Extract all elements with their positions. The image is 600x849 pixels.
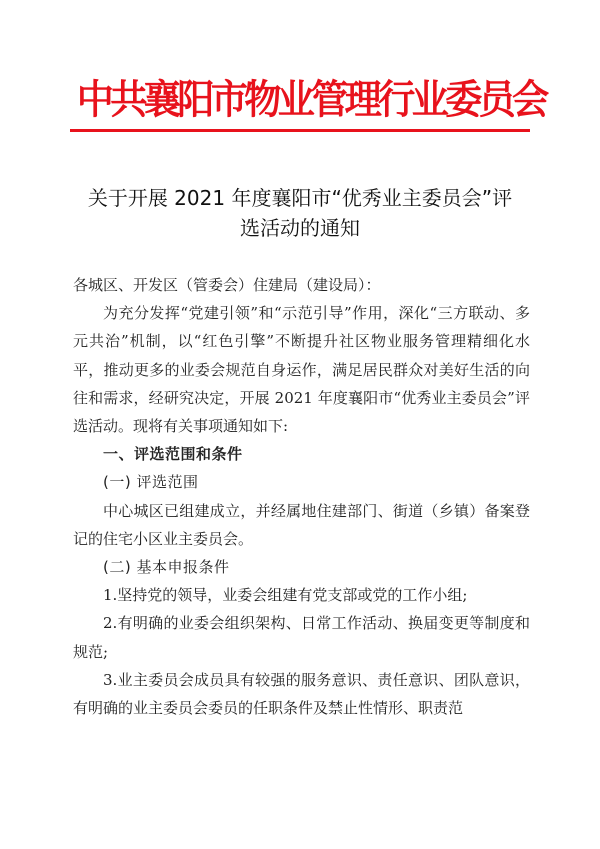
notice-title-line-2: 选活动的通知 — [240, 216, 360, 240]
subsection-2-heading: (二) 基本申报条件 — [103, 558, 230, 577]
condition-2: 2.有明确的业委会组织架构、日常工作活动、换届变更等制度和规范; — [73, 614, 530, 661]
notice-title-line-1: 关于开展 2021 年度襄阳市“优秀业主委员会”评 — [87, 186, 513, 210]
notice-body — [73, 271, 530, 722]
section-1-heading: 一、评选范围和条件 — [103, 445, 243, 464]
condition-3: 3.业主委员会成员具有较强的服务意识、责任意识、团队意识，有明确的业主委员会委员的任职条件及禁止性情形、职责范 — [73, 670, 530, 718]
intro-paragraph: 为充分发挥“党建引领”和“示范引导”作用，深化“三方联动、多元共治”机制，以“红色引擎”不断提升社区物业服务管理精细化水平，推动更多的业委会规范自身运作，满足居民群众对美好生活的向往和需求，经研究决定，开展 2021 年度襄阳市“优秀业主委员会”评选活动。现将有关事项通知如下: — [73, 304, 530, 436]
condition-1: 1.坚持党的领导，业委会组建有党支部或党的工作小组; — [103, 586, 468, 605]
notice-title — [60, 183, 540, 243]
letterhead-red-rule — [70, 129, 530, 132]
salutation: 各城区、开发区（管委会）住建局（建设局）： — [73, 276, 381, 294]
subsection-1-text: 中心城区已组建成立，并经属地住建部门、街道（乡镇）备案登记的住宅小区业主委员会。 — [73, 501, 530, 548]
letterhead-title: 中共襄阳市物业管理行业委员会 — [76, 76, 546, 123]
subsection-1-heading: (一) 评选范围 — [103, 473, 199, 492]
